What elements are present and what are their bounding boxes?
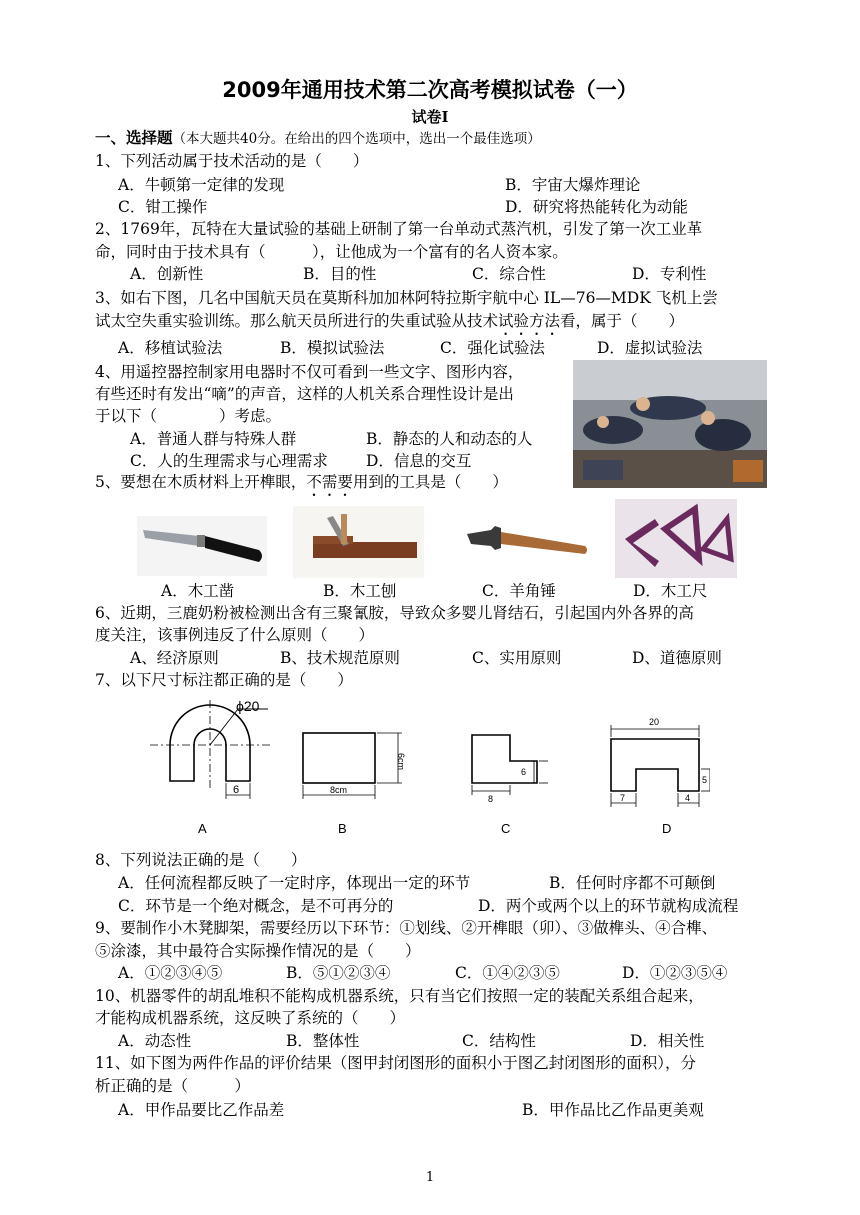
q6-option-c: C、实用原则 [472, 649, 562, 667]
q4-line3: 于以下（ ）考虑。 [95, 407, 282, 425]
q4-option-a: A．普通人群与特殊人群 [130, 430, 297, 448]
page-title: 2009年通用技术第二次高考模拟试卷（一） [222, 78, 638, 102]
q7-d-right-label: 4 [685, 793, 691, 803]
q10-line1: 10、机器零件的胡乱堆积不能构成机器系统，只有当它们按照一定的装配关系组合起来， [95, 987, 704, 1005]
q9-option-b: B．⑤①②③④ [286, 964, 391, 982]
q5-option-b: B．木工刨 [323, 582, 397, 600]
q10-line2: 才能构成机器系统，这反映了系统的（ ） [95, 1009, 406, 1027]
q5-option-d: D．木工尺 [633, 582, 708, 600]
q7-stem: 7、以下尺寸标注都正确的是（ ） [95, 671, 353, 689]
q7-d-height-label: 5 [702, 775, 708, 785]
q7-b-height-label: 6cm [396, 753, 406, 771]
q9-line1: 9、要制作小木凳脚架，需要经历以下环节：①划线、②开榫眼（卯）、③做榫头、④合榫、 [95, 919, 718, 937]
q6-option-d: D、道德原则 [632, 649, 722, 667]
q3-line2-a: 试太空失重实验训练。那么航天员所进行的失重试验从技术 [95, 312, 499, 330]
q8-option-d: D．两个或两个以上的环节就构成流程 [478, 897, 739, 915]
q8-option-c: C．环节是一个绝对概念，是不可再分的 [118, 897, 394, 915]
q8-option-a: A．任何流程都反映了一定时序，体现出一定的环节 [118, 874, 471, 892]
q1-option-c: C．钳工操作 [118, 198, 208, 216]
q6-line1: 6、近期，三鹿奶粉被检测出含有三聚氰胺，导致众多婴儿肾结石，引起国内外各界的高 [95, 604, 694, 622]
section-note: （本大题共40分。在给出的四个选项中，选出一个最佳选项） [172, 131, 541, 147]
q7-c-height-label: 6 [521, 767, 527, 777]
q7-b-width-label: 8cm [330, 785, 348, 795]
q3-option-c: C．强化试验法 [440, 339, 545, 357]
q5-option-a: A．木工凿 [161, 582, 235, 600]
q8-stem: 8、下列说法正确的是（ ） [95, 851, 307, 869]
q7-label-c: C [501, 821, 511, 836]
q3-line1: 3、如右下图，几名中国航天员在莫斯科加加林阿特拉斯宇航中心 IL—76—MDK 飞机上尝 [95, 289, 718, 307]
q1-option-d: D．研究将热能转化为动能 [505, 198, 688, 216]
q7-label-a: A [198, 821, 207, 836]
q10-option-a: A．动态性 [118, 1032, 192, 1050]
q3-option-b: B．模拟试验法 [280, 339, 385, 357]
q7-drawing-c [472, 735, 548, 795]
q11-option-a: A．甲作品要比乙作品差 [118, 1101, 285, 1119]
q11-option-b: B．甲作品比乙作品更美观 [522, 1101, 704, 1119]
q1-stem: 1、下列活动属于技术活动的是（ ） [95, 152, 369, 170]
q7-a-width-label: 6 [233, 784, 240, 796]
q3-line2-emph: 试验方法 [498, 312, 561, 330]
q3-line2 [95, 310, 684, 339]
q1-option-a: A．牛顿第一定律的发现 [118, 176, 285, 194]
ruler-image [615, 499, 737, 578]
q7-drawing-a [150, 700, 270, 799]
section-title: 一、选择题 [95, 128, 173, 147]
q5-option-c: C．羊角锤 [482, 582, 556, 600]
q4-line2: 有些还时有发出“嘀”的声音，这样的人机关系合理性设计是出 [95, 385, 514, 403]
q4-option-d: D．信息的交互 [366, 452, 472, 470]
q7-drawing-b [303, 733, 402, 799]
q7-label-d: D [662, 821, 672, 836]
q5-stem [95, 471, 508, 500]
q7-d-width-label: 20 [649, 717, 660, 727]
q4-option-c: C．人的生理需求与心理需求 [130, 452, 328, 470]
q5-stem-c: 用到的工具是（ ） [352, 473, 508, 491]
q2-option-c: C．综合性 [472, 265, 546, 283]
q7-d-left-label: 7 [620, 793, 626, 803]
q5-stem-a: 5、要想在木质材料上开榫眼， [95, 473, 307, 491]
q3-option-d: D．虚拟试验法 [597, 339, 703, 357]
page-number: 1 [425, 1170, 435, 1185]
hammer-image [461, 520, 589, 576]
q3-line2-c: 看，属于（ ） [560, 312, 685, 330]
q4-line1: 4、用遥控器控制家用电器时不仅可看到一些文字、图形内容， [95, 363, 524, 381]
q4-option-b: B．静态的人和动态的人 [366, 430, 533, 448]
q10-option-b: B．整体性 [286, 1032, 360, 1050]
chisel-image [137, 516, 267, 576]
q5-stem-emph: 不需要 [306, 473, 353, 491]
q11-line1: 11、如下图为两件作品的评价结果（图甲封闭图形的面积小于图乙封闭图形的面积），分 [95, 1054, 696, 1072]
section-heading [95, 127, 541, 150]
q7-dimension-drawings [140, 695, 710, 845]
q9-option-c: C．①④②③⑤ [455, 964, 560, 982]
q9-option-a: A．①②③④⑤ [118, 964, 223, 982]
q2-option-b: B．目的性 [303, 265, 377, 283]
q9-option-d: D．①②③⑤④ [622, 964, 728, 982]
q2-line2: 命，同时由于技术具有（ ），让他成为一个富有的名人资本家。 [95, 243, 568, 261]
q7-a-phi-label: ϕ20 [236, 698, 260, 714]
q9-line2: ⑤涂漆，其中最符合实际操作情况的是（ ） [95, 942, 421, 960]
q3-option-a: A．移植试验法 [118, 339, 223, 357]
q2-line1: 2、1769年，瓦特在大量试验的基础上研制了第一台单动式蒸汽机，引发了第一次工业革 [95, 220, 703, 238]
q10-option-d: D．相关性 [630, 1032, 705, 1050]
astronaut-photo [573, 360, 767, 488]
plane-image [293, 506, 424, 578]
q1-option-b: B．宇宙大爆炸理论 [505, 176, 641, 194]
q7-drawing-d [611, 725, 710, 807]
q10-option-c: C．结构性 [462, 1032, 536, 1050]
page-subtitle: 试卷Ⅰ [411, 108, 449, 126]
q7-c-width-label: 8 [488, 794, 494, 804]
q6-option-b: B、技术规范原则 [280, 649, 400, 667]
q2-option-a: A．创新性 [130, 265, 204, 283]
q7-label-b: B [338, 821, 347, 836]
q2-option-d: D．专利性 [632, 265, 707, 283]
q6-line2: 度关注，该事例违反了什么原则（ ） [95, 626, 375, 644]
q11-line2: 析正确的是（ ） [95, 1077, 251, 1095]
q6-option-a: A、经济原则 [130, 649, 219, 667]
q8-option-b: B．任何时序都不可颠倒 [549, 874, 716, 892]
